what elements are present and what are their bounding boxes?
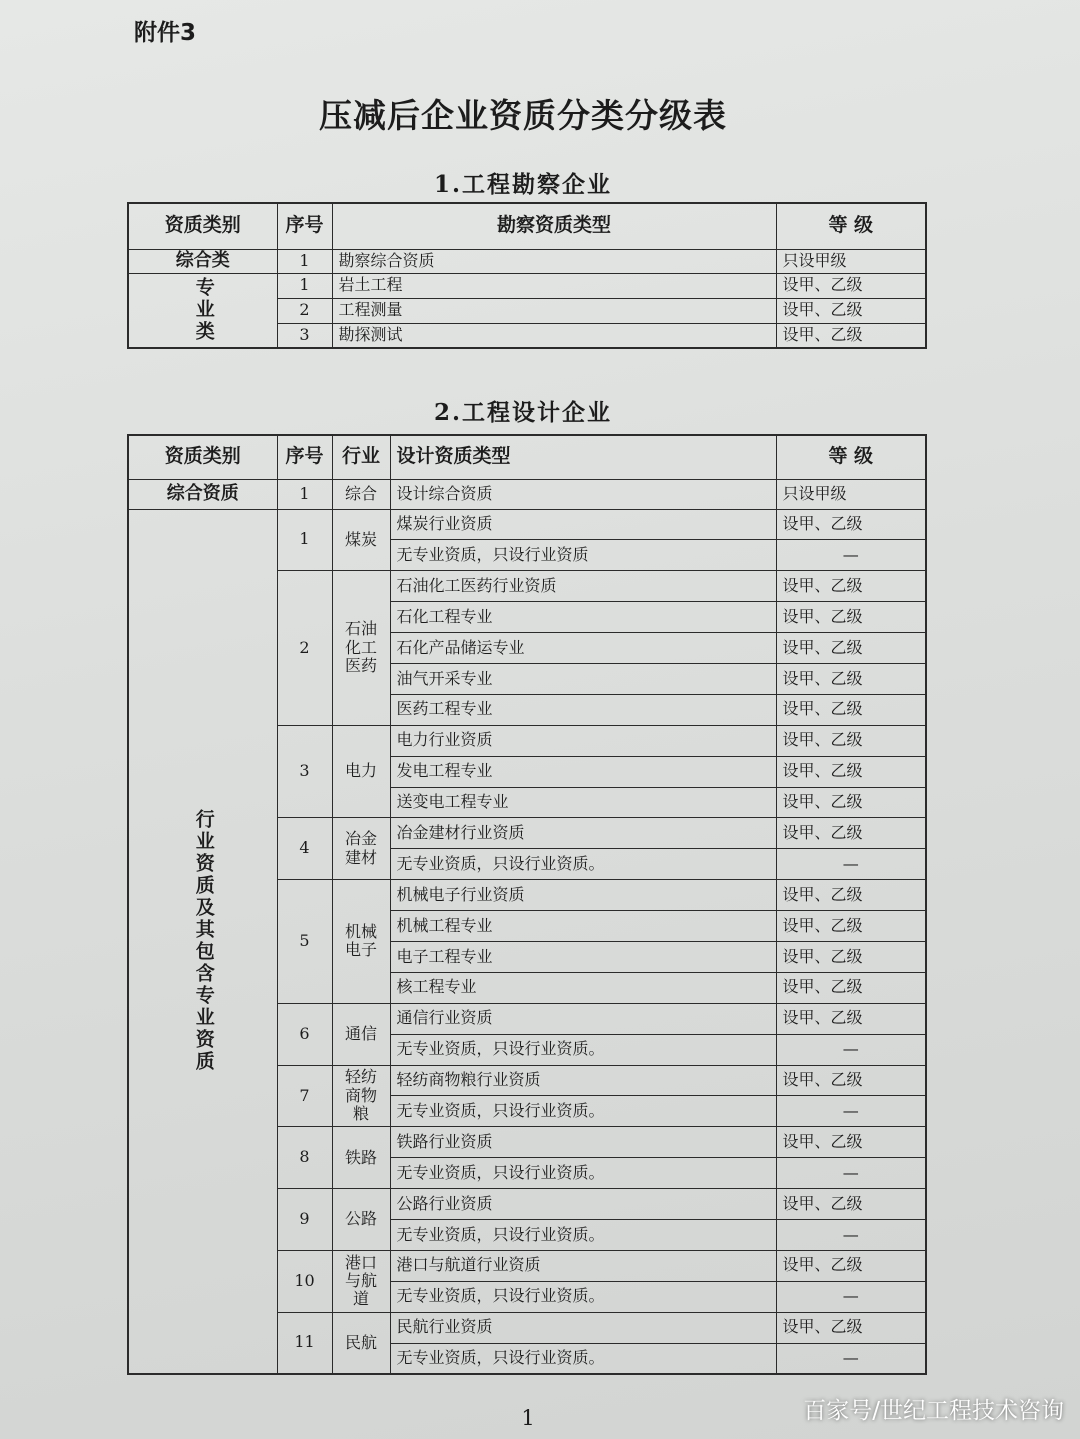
category-label: 专业类 xyxy=(192,277,215,344)
design-qualification-table xyxy=(127,434,927,1375)
seq-cell: 3 xyxy=(277,323,332,348)
type-cell: 民航行业资质 xyxy=(390,1312,776,1343)
type-cell: 核工程专业 xyxy=(390,972,776,1003)
level-cell: 设甲、乙级 xyxy=(776,911,926,942)
industry-label: 煤炭 xyxy=(344,529,377,549)
level-cell: 设甲、乙级 xyxy=(776,602,926,633)
table-row xyxy=(128,249,926,273)
industry-cell xyxy=(332,571,390,725)
level-cell: 设甲、乙级 xyxy=(776,756,926,787)
header-type: 勘察资质类型 xyxy=(332,203,776,249)
table-row xyxy=(128,479,926,509)
category-cell: 综合类 xyxy=(128,249,277,273)
level-cell: 设甲、乙级 xyxy=(776,787,926,818)
header-category: 资质类别 xyxy=(128,435,277,479)
level-cell: 设甲、乙级 xyxy=(776,633,926,664)
seq-cell: 11 xyxy=(277,1312,332,1374)
level-cell: 设甲、乙级 xyxy=(776,880,926,911)
table-row xyxy=(128,509,926,540)
level-cell: — xyxy=(776,1158,926,1189)
industry-cell xyxy=(332,509,390,571)
industry-cell xyxy=(332,1312,390,1374)
industry-cell xyxy=(332,1250,390,1312)
header-seq: 序号 xyxy=(277,203,332,249)
level-cell: 只设甲级 xyxy=(776,249,926,273)
level-cell: 设甲、乙级 xyxy=(776,509,926,540)
industry-cell xyxy=(332,818,390,880)
level-cell: 设甲、乙级 xyxy=(776,273,926,298)
header-level: 等 级 xyxy=(776,435,926,479)
table-header-row xyxy=(128,435,926,479)
type-cell: 冶金建材行业资质 xyxy=(390,818,776,849)
table-header-row xyxy=(128,203,926,249)
type-cell: 铁路行业资质 xyxy=(390,1127,776,1158)
seq-cell: 1 xyxy=(277,273,332,298)
industry-cell xyxy=(332,1003,390,1065)
level-cell: — xyxy=(776,1034,926,1065)
industry-cell xyxy=(332,1065,390,1127)
industry-label: 冶金建材 xyxy=(344,829,377,867)
level-cell: 设甲、乙级 xyxy=(776,323,926,348)
type-cell: 电子工程专业 xyxy=(390,941,776,972)
seq-cell: 2 xyxy=(277,298,332,323)
industry-label: 公路 xyxy=(344,1209,377,1229)
survey-qualification-table xyxy=(127,202,927,349)
level-cell: 设甲、乙级 xyxy=(776,1003,926,1034)
header-type: 设计资质类型 xyxy=(390,435,776,479)
industry-label: 铁路 xyxy=(344,1147,377,1167)
type-cell: 无专业资质，只设行业资质。 xyxy=(390,1281,776,1312)
seq-cell: 8 xyxy=(277,1127,332,1189)
industry-cell: 综合 xyxy=(332,479,390,509)
type-cell: 设计综合资质 xyxy=(390,479,776,509)
industry-label: 石油化工医药 xyxy=(344,619,377,676)
type-cell: 无专业资质，只设行业资质。 xyxy=(390,1158,776,1189)
table-row xyxy=(128,273,926,298)
level-cell: — xyxy=(776,1281,926,1312)
type-cell: 通信行业资质 xyxy=(390,1003,776,1034)
section1-title: 1.工程勘察企业 xyxy=(433,171,612,198)
seq-cell: 1 xyxy=(277,249,332,273)
watermark: 百家号/世纪工程技术咨询 xyxy=(803,1398,1064,1424)
level-cell: 设甲、乙级 xyxy=(776,694,926,725)
seq-cell: 7 xyxy=(277,1065,332,1127)
industry-category-label: 行业资质及其包含专业资质 xyxy=(192,809,215,1074)
industry-label: 民航 xyxy=(344,1332,377,1352)
header-category: 资质类别 xyxy=(128,203,277,249)
seq-cell: 9 xyxy=(277,1189,332,1251)
type-cell: 无专业资质，只设行业资质。 xyxy=(390,1096,776,1127)
level-cell: 设甲、乙级 xyxy=(776,571,926,602)
type-cell: 岩土工程 xyxy=(332,273,776,298)
industry-label: 港口与航道 xyxy=(344,1252,377,1309)
type-cell: 港口与航道行业资质 xyxy=(390,1250,776,1281)
type-cell: 无专业资质，只设行业资质 xyxy=(390,540,776,571)
level-cell: 设甲、乙级 xyxy=(776,298,926,323)
header-industry: 行业 xyxy=(332,435,390,479)
seq-cell: 3 xyxy=(277,725,332,818)
header-seq: 序号 xyxy=(277,435,332,479)
level-cell: 设甲、乙级 xyxy=(776,663,926,694)
industry-cell xyxy=(332,725,390,818)
level-cell: 设甲、乙级 xyxy=(776,1065,926,1096)
type-cell: 医药工程专业 xyxy=(390,694,776,725)
type-cell: 机械工程专业 xyxy=(390,911,776,942)
level-cell: — xyxy=(776,1096,926,1127)
industry-label: 通信 xyxy=(344,1023,377,1043)
type-cell: 煤炭行业资质 xyxy=(390,509,776,540)
section2-title: 2.工程设计企业 xyxy=(433,399,612,426)
level-cell: 设甲、乙级 xyxy=(776,1312,926,1343)
type-cell: 石油化工医药行业资质 xyxy=(390,571,776,602)
industry-cell xyxy=(332,880,390,1004)
type-cell: 石化产品储运专业 xyxy=(390,633,776,664)
level-cell: — xyxy=(776,1343,926,1374)
industry-label: 轻纺商物粮 xyxy=(344,1067,377,1124)
type-cell: 油气开采专业 xyxy=(390,663,776,694)
type-cell: 石化工程专业 xyxy=(390,602,776,633)
industry-label: 电力 xyxy=(344,761,377,781)
category-cell xyxy=(128,509,277,1374)
industry-cell xyxy=(332,1127,390,1189)
category-cell: 综合资质 xyxy=(128,479,277,509)
level-cell: 设甲、乙级 xyxy=(776,1127,926,1158)
level-cell: 设甲、乙级 xyxy=(776,941,926,972)
seq-cell: 6 xyxy=(277,1003,332,1065)
header-level: 等 级 xyxy=(776,203,926,249)
seq-cell: 1 xyxy=(277,509,332,571)
type-cell: 勘察综合资质 xyxy=(332,249,776,273)
industry-label: 机械电子 xyxy=(344,922,377,960)
type-cell: 无专业资质，只设行业资质。 xyxy=(390,1034,776,1065)
level-cell: 设甲、乙级 xyxy=(776,1250,926,1281)
seq-cell: 5 xyxy=(277,880,332,1004)
type-cell: 公路行业资质 xyxy=(390,1189,776,1220)
type-cell: 无专业资质，只设行业资质。 xyxy=(390,849,776,880)
level-cell: — xyxy=(776,849,926,880)
level-cell: 设甲、乙级 xyxy=(776,972,926,1003)
level-cell: 只设甲级 xyxy=(776,479,926,509)
seq-cell: 2 xyxy=(277,571,332,725)
category-cell xyxy=(128,273,277,348)
attachment-label: 附件3 xyxy=(134,20,197,46)
type-cell: 工程测量 xyxy=(332,298,776,323)
level-cell: 设甲、乙级 xyxy=(776,818,926,849)
type-cell: 机械电子行业资质 xyxy=(390,880,776,911)
type-cell: 无专业资质，只设行业资质。 xyxy=(390,1219,776,1250)
level-cell: — xyxy=(776,1219,926,1250)
level-cell: — xyxy=(776,540,926,571)
seq-cell: 10 xyxy=(277,1250,332,1312)
seq-cell: 4 xyxy=(277,818,332,880)
page-title: 压减后企业资质分类分级表 xyxy=(319,96,727,135)
type-cell: 发电工程专业 xyxy=(390,756,776,787)
page-number: 1 xyxy=(521,1406,535,1430)
industry-cell xyxy=(332,1189,390,1251)
level-cell: 设甲、乙级 xyxy=(776,1189,926,1220)
level-cell: 设甲、乙级 xyxy=(776,725,926,756)
type-cell: 轻纺商物粮行业资质 xyxy=(390,1065,776,1096)
type-cell: 电力行业资质 xyxy=(390,725,776,756)
type-cell: 送变电工程专业 xyxy=(390,787,776,818)
seq-cell: 1 xyxy=(277,479,332,509)
type-cell: 无专业资质，只设行业资质。 xyxy=(390,1343,776,1374)
type-cell: 勘探测试 xyxy=(332,323,776,348)
